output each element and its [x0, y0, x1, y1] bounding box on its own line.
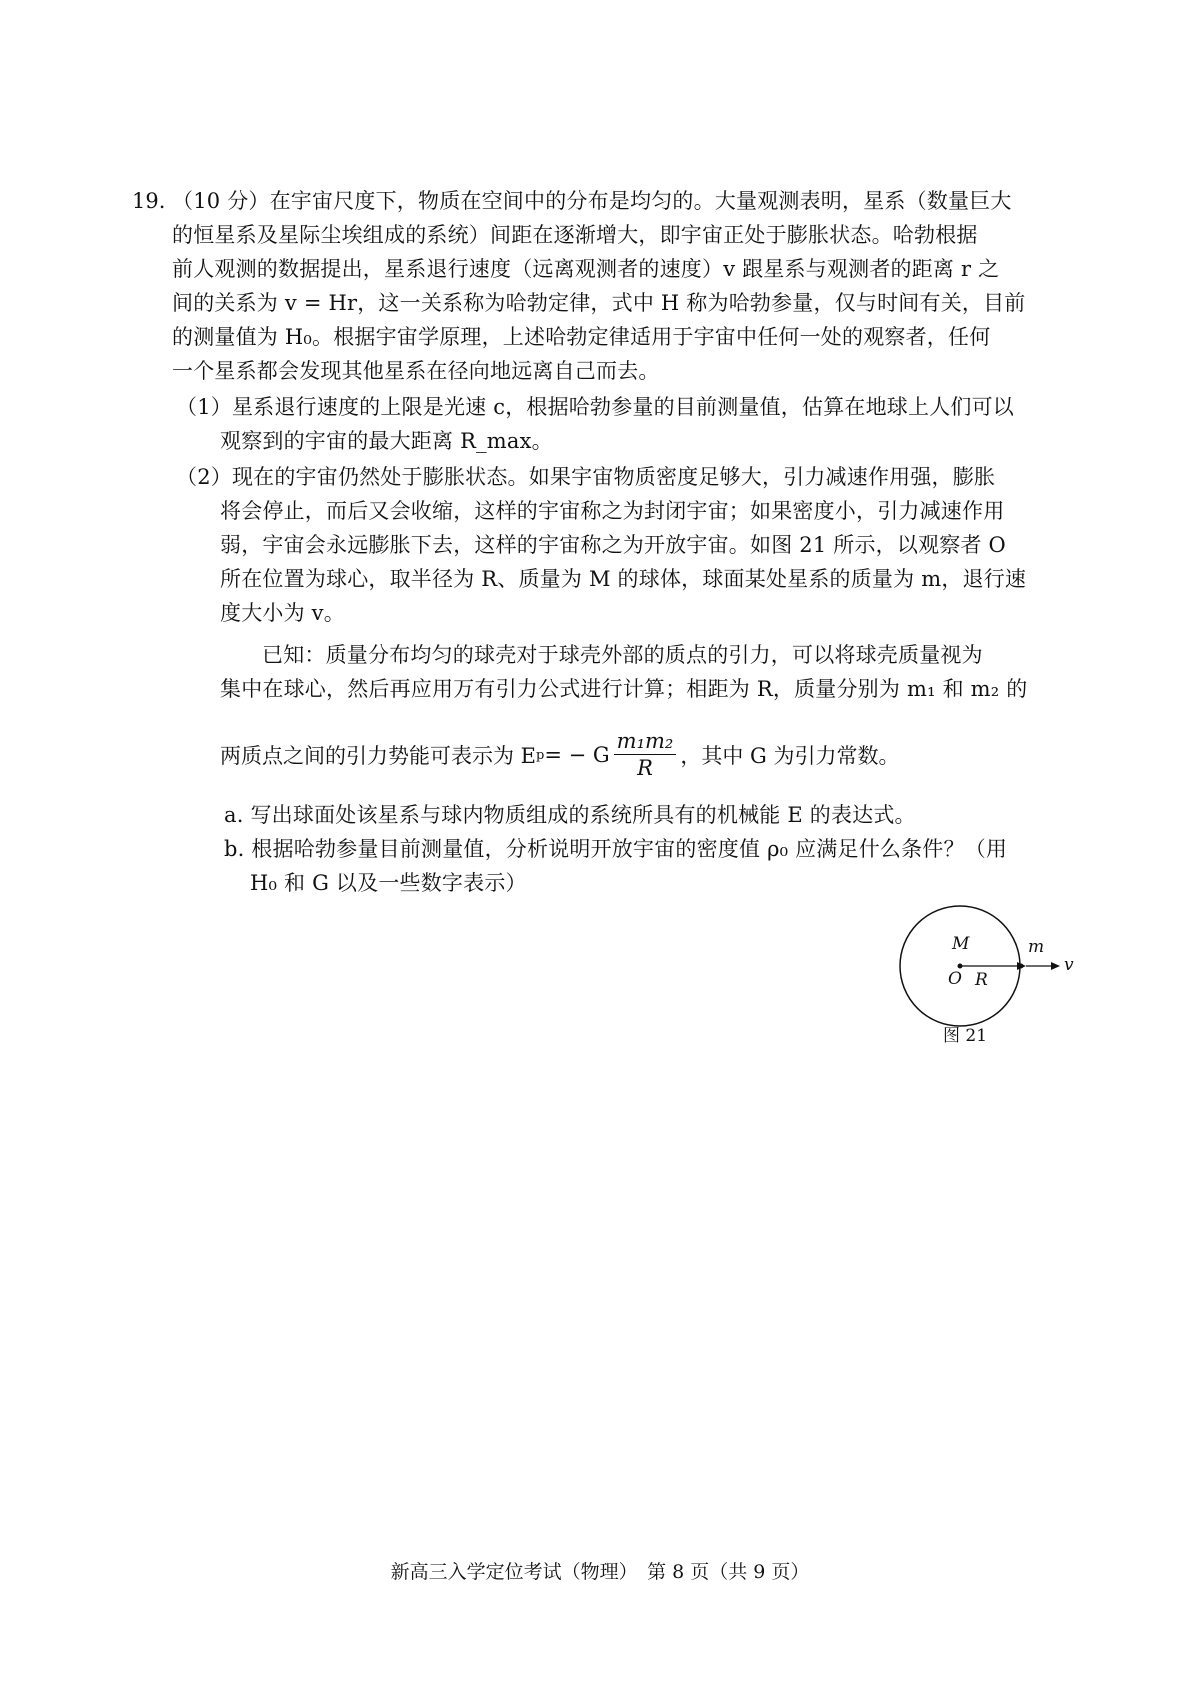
label-v: v	[1064, 955, 1074, 975]
intro-line: 的测量值为 H₀。根据宇宙学原理，上述哈勃定律适用于宇宙中任何一处的观察者，任何	[172, 325, 991, 349]
figure-21	[895, 905, 1075, 1045]
formula-prefix: 两质点之间的引力势能可表示为 E	[220, 744, 537, 768]
fraction-numerator: m₁m₂	[614, 729, 677, 755]
part2-line: 所在位置为球心，取半径为 R、质量为 M 的球体，球面某处星系的质量为 m，退行速	[220, 567, 1027, 591]
formula-suffix: ，其中 G 为引力常数。	[680, 744, 900, 768]
sub-b-line: H₀ 和 G 以及一些数字表示）	[250, 871, 527, 895]
part2-line: （2）现在的宇宙仍然处于膨胀状态。如果宇宙物质密度足够大，引力减速作用强，膨胀	[176, 465, 996, 489]
label-O: O	[948, 969, 962, 989]
part1-line: 观察到的宇宙的最大距离 R_max。	[220, 429, 553, 453]
label-R: R	[975, 970, 988, 990]
label-m: m	[1028, 937, 1045, 957]
label-M: M	[952, 934, 970, 954]
figure-caption: 图 21	[943, 1026, 988, 1046]
intro-line: （10 分）在宇宙尺度下，物质在空间中的分布是均匀的。大量观测表明，星系（数量巨大	[172, 189, 1012, 213]
question-number: 19.	[132, 189, 166, 213]
known-line: 集中在球心，然后再应用万有引力公式进行计算；相距为 R，质量分别为 m₁ 和 m₂ 的	[220, 677, 1028, 701]
known-line: 已知：质量分布均匀的球壳对于球壳外部的质点的引力，可以将球壳质量视为	[262, 643, 983, 667]
intro-line: 一个星系都会发现其他星系在径向地远离自己而去。	[172, 359, 660, 383]
galaxy-point	[1019, 964, 1024, 969]
sub-question-a: a. 写出球面处该星系与球内物质组成的系统所具有的机械能 E 的表达式。	[224, 803, 916, 827]
potential-energy-formula	[220, 720, 899, 790]
formula-equals: = − G	[544, 743, 610, 767]
part1-line: （1）星系退行速度的上限是光速 c，根据哈勃参量的目前测量值，估算在地球上人们可以	[176, 395, 1014, 419]
part2-line: 度大小为 v。	[220, 601, 345, 625]
fraction-denominator: R	[637, 756, 653, 780]
formula-subscript: p	[536, 747, 545, 763]
part2-line: 将会停止，而后又会收缩，这样的宇宙称之为封闭宇宙；如果密度小，引力减速作用	[220, 499, 1005, 523]
sub-b-line: b. 根据哈勃参量目前测量值，分析说明开放宇宙的密度值 ρ₀ 应满足什么条件？（用	[224, 837, 1008, 861]
part2-line: 弱，宇宙会永远膨胀下去，这样的宇宙称之为开放宇宙。如图 21 所示，以观察者 O	[220, 533, 1006, 557]
velocity-arrow-head	[1051, 962, 1060, 970]
page-footer: 新高三入学定位考试（物理） 第 8 页（共 9 页）	[390, 1561, 810, 1583]
intro-line: 间的关系为 v = Hr，这一关系称为哈勃定律，式中 H 称为哈勃参量，仅与时间有关，目前	[172, 291, 1026, 315]
intro-line: 的恒星系及星际尘埃组成的系统）间距在逐渐增大，即宇宙正处于膨胀状态。哈勃根据	[172, 223, 978, 247]
intro-line: 前人观测的数据提出，星系退行速度（远离观测者的速度）v 跟星系与观测者的距离 r 之	[172, 257, 1000, 281]
formula-fraction	[614, 729, 677, 781]
